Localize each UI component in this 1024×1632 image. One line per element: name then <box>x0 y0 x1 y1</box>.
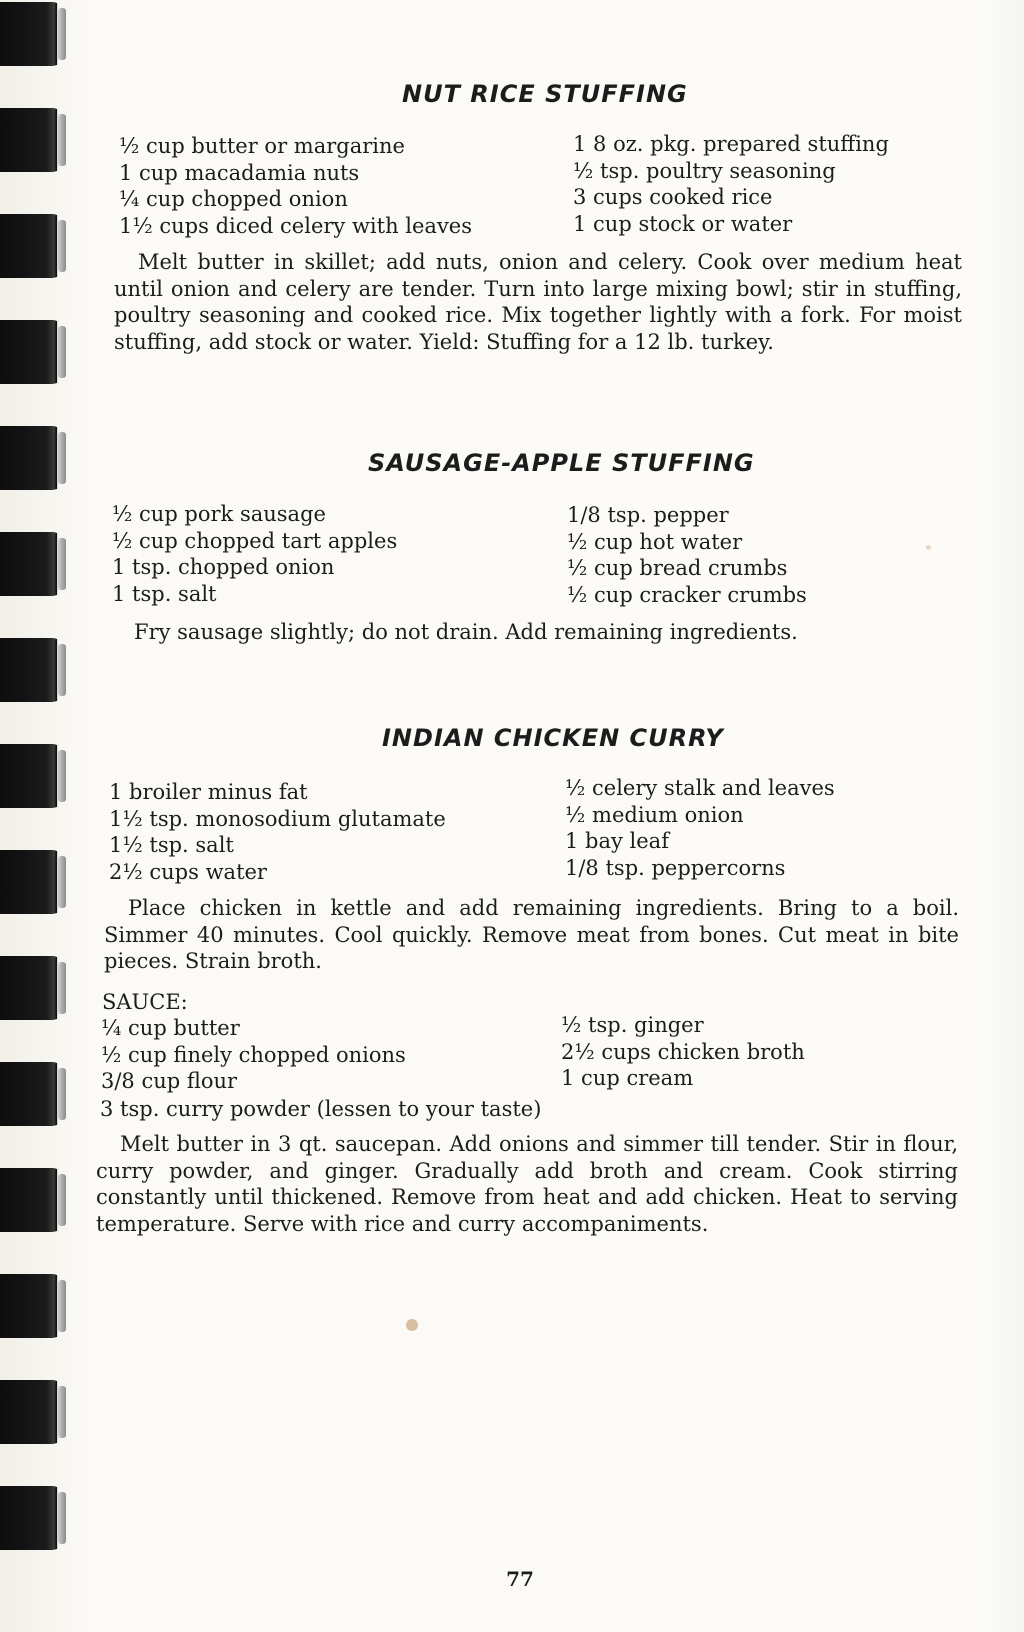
page-number: 77 <box>506 1567 534 1591</box>
recipe-directions: Melt butter in skillet; add nuts, onion and celery. Cook over medium heat until onion and celery are tender. Turn into large mixing bowl; stir in stuffing, poultry seasoning and cooked rice. Mix together lightly with a fork. For moist stuffing, add stock or water. Yield: Stuffing for a 12 lb. turkey. <box>114 250 962 354</box>
ingredient: ½ tsp. poultry seasoning <box>573 158 836 183</box>
ingredient: ½ cup pork sausage <box>112 502 326 526</box>
ingredient: 1 cup macadamia nuts <box>119 160 360 185</box>
binding-ring <box>0 1486 66 1550</box>
binding-ring <box>0 1274 66 1338</box>
recipe-directions: Place chicken in kettle and add remaining ingredients. Bring to a boil. Simmer 40 minutes. Cool quickly. Remove meat from bones. Cut meat in bite pieces. Strain broth. <box>104 896 959 973</box>
recipe-title-indian-chicken-curry: INDIAN CHICKEN CURRY <box>382 724 724 752</box>
ingredient: ½ cup cracker crumbs <box>567 582 807 607</box>
sauce-extra-ingredient: 3 tsp. curry powder (lessen to your taste) <box>100 1097 542 1121</box>
ingredient: 1 cup stock or water <box>573 211 793 236</box>
ingredient-list-left <box>109 779 446 885</box>
paper-stain <box>406 1319 418 1331</box>
ingredient: 1 8 oz. pkg. prepared stuffing <box>573 132 889 156</box>
binding-ring <box>0 1168 66 1232</box>
binding-ring <box>0 2 66 66</box>
binding-ring <box>0 320 66 384</box>
ingredient-list-left <box>119 133 472 239</box>
binding-ring <box>0 532 66 596</box>
ingredient: ½ cup hot water <box>567 529 743 554</box>
ingredient: 2½ cups chicken broth <box>561 1039 805 1064</box>
ingredient: 1/8 tsp. peppercorns <box>565 855 786 880</box>
spiral-binding <box>0 0 90 1632</box>
ingredient: 1 tsp. chopped onion <box>112 555 335 579</box>
ingredient: ½ cup butter or margarine <box>119 134 405 158</box>
ingredient: ¼ cup chopped onion <box>119 187 348 211</box>
binding-ring <box>0 850 66 914</box>
binding-ring <box>0 108 66 172</box>
ingredient: 1/8 tsp. pepper <box>567 503 729 527</box>
ingredient-list-right <box>565 775 835 881</box>
ingredient: ¼ cup butter <box>101 1016 240 1040</box>
recipe-directions: Fry sausage slightly; do not drain. Add remaining ingredients. <box>134 620 798 644</box>
ingredient: 1 bay leaf <box>565 829 669 853</box>
ingredient: 1 broiler minus fat <box>109 780 308 804</box>
binding-ring <box>0 744 66 808</box>
ingredient: 1 cup cream <box>561 1066 694 1090</box>
binding-ring <box>0 638 66 702</box>
sauce-heading: SAUCE: <box>102 990 188 1014</box>
ingredient: 1½ tsp. salt <box>109 833 234 857</box>
ingredient: ½ cup bread crumbs <box>567 556 788 580</box>
ingredient-list-right <box>573 131 889 237</box>
recipe-title-sausage-apple-stuffing: SAUSAGE-APPLE STUFFING <box>368 449 755 477</box>
ingredient: ½ medium onion <box>565 802 744 827</box>
ingredient: 1½ tsp. monosodium glutamate <box>109 806 446 831</box>
ingredient: 1 tsp. salt <box>112 581 217 606</box>
ingredient: 3 cups cooked rice <box>573 185 773 209</box>
binding-ring <box>0 426 66 490</box>
ingredient: 1½ cups diced celery with leaves <box>119 213 473 238</box>
ingredient: ½ cup finely chopped onions <box>101 1042 406 1067</box>
ingredient: ½ celery stalk and leaves <box>565 776 835 800</box>
binding-ring <box>0 956 66 1020</box>
ingredient-list-left <box>112 501 397 607</box>
paper-stain <box>926 545 931 550</box>
sauce-ingredient-list-right <box>561 1012 805 1092</box>
sauce-directions: Melt butter in 3 qt. saucepan. Add onions and simmer till tender. Stir in flour, curry powder, and ginger. Gradually add broth and cream. Cook stirring constantly until thickened. Remove from heat and add chicken. Heat to serving temperature. Serve with rice and curry accompaniments. <box>96 1132 958 1236</box>
sauce-ingredient-list-left <box>101 1015 406 1095</box>
ingredient-list-right <box>567 502 807 608</box>
binding-ring <box>0 1380 66 1444</box>
ingredient: ½ tsp. ginger <box>561 1013 704 1037</box>
binding-ring <box>0 214 66 278</box>
ingredient: 2½ cups water <box>109 859 267 884</box>
binding-ring <box>0 1062 66 1126</box>
recipe-title-nut-rice-stuffing: NUT RICE STUFFING <box>402 80 688 108</box>
ingredient: 3/8 cup flour <box>101 1069 238 1093</box>
ingredient: ½ cup chopped tart apples <box>112 528 398 553</box>
